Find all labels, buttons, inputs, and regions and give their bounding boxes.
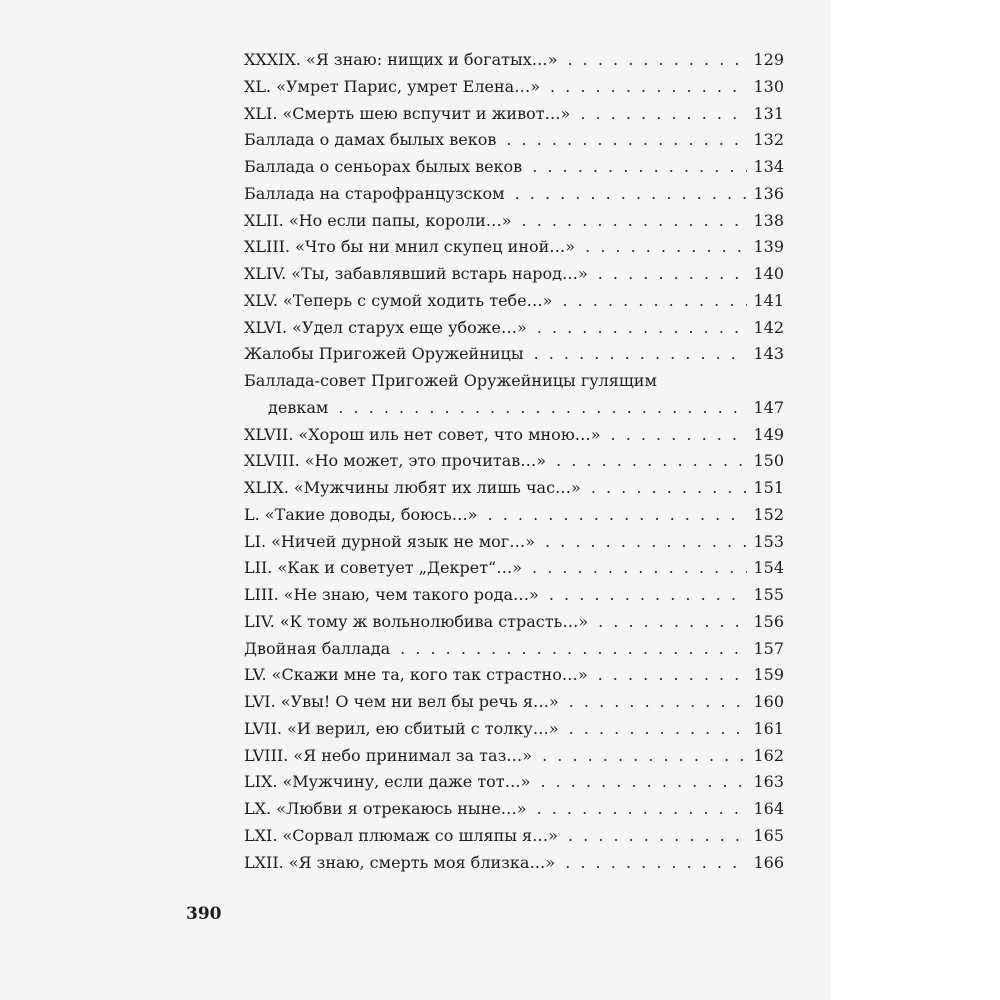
toc-entry-title: Баллада на старофранцузском: [244, 183, 505, 203]
table-of-contents: [244, 47, 784, 876]
toc-entry-page: 155: [753, 585, 784, 604]
toc-entry-page: 134: [753, 157, 784, 176]
toc-entry-page: 142: [753, 317, 784, 337]
toc-entry-page: 154: [753, 558, 784, 578]
toc-entry-page: 129: [753, 50, 784, 69]
toc-entry-page: 153: [753, 531, 784, 551]
toc-entry: [244, 315, 784, 342]
toc-entry: [244, 716, 784, 743]
dot-leader: [537, 315, 748, 342]
dot-leader: [591, 475, 748, 502]
toc-entry-page: 143: [753, 344, 784, 364]
toc-entry: [244, 743, 784, 770]
toc-entry-title: XLVIII. «Но может, это прочитав…»: [244, 451, 547, 471]
toc-entry: [244, 341, 784, 368]
toc-entry: [244, 609, 784, 636]
toc-entry: [244, 234, 784, 261]
toc-entry-title: LII. «Как и советует „Декрет“…»: [244, 558, 523, 578]
toc-entry-page: 164: [753, 799, 784, 818]
toc-entry-title: LVII. «И верил, ею сбитый с толку…»: [244, 718, 559, 738]
toc-entry-title: LVI. «Увы! О чем ни вел бы речь я…»: [244, 692, 559, 711]
toc-entry-page: 157: [753, 638, 784, 658]
page-margin: [830, 0, 1000, 1000]
dot-leader: [549, 582, 748, 609]
dot-leader: [565, 850, 747, 877]
toc-entry-title: XXXIX. «Я знаю: нищих и богатых…»: [244, 50, 558, 69]
dot-leader: [569, 689, 748, 716]
toc-entry-title: LV. «Скажи мне та, кого так страстно…»: [244, 665, 588, 685]
toc-entry-title: XLI. «Смерть шею вспучит и живот…»: [244, 103, 571, 123]
toc-entry-title: LX. «Любви я отрекаюсь ныне…»: [244, 799, 527, 818]
toc-entry-title: XLIV. «Ты, забавлявший встарь народ…»: [244, 264, 588, 283]
page-number: 390: [186, 904, 222, 924]
toc-entry: [244, 181, 784, 208]
dot-leader: [338, 395, 747, 422]
toc-entry-title: L. «Такие доводы, боюсь…»: [244, 504, 478, 524]
dot-leader: [550, 74, 747, 101]
toc-entry-title: LXI. «Сорвал плюмаж со шляпы я…»: [244, 825, 558, 845]
toc-entry: [244, 850, 784, 877]
toc-entry-title: XLVII. «Хорош иль нет совет, что мною…»: [244, 424, 601, 444]
dot-leader: [488, 502, 748, 529]
toc-entry-page: 139: [753, 237, 784, 257]
toc-entry-page: 165: [753, 825, 784, 845]
toc-entry-page: 163: [753, 772, 784, 792]
toc-entry-page: 150: [753, 451, 784, 471]
toc-entry-page: 152: [753, 504, 784, 524]
toc-entry-page: 160: [753, 692, 784, 711]
dot-leader: [537, 796, 748, 823]
dot-leader: [580, 101, 747, 128]
dot-leader: [598, 261, 748, 288]
toc-entry: [244, 769, 784, 796]
dot-leader: [515, 181, 748, 208]
dot-leader: [400, 636, 747, 663]
toc-entry: [244, 502, 784, 529]
toc-entry: [244, 422, 784, 449]
toc-entry: [244, 368, 784, 395]
toc-entry: [244, 796, 784, 823]
toc-entry-title: XLIX. «Мужчины любят их лишь час…»: [244, 478, 581, 497]
toc-entry: [244, 689, 784, 716]
dot-leader: [568, 47, 748, 74]
toc-entry-page: 159: [753, 665, 784, 685]
dot-leader: [540, 769, 747, 796]
toc-entry: [244, 448, 784, 475]
dot-leader: [611, 422, 748, 449]
toc-entry: [244, 662, 784, 689]
toc-entry-page: 156: [753, 611, 784, 631]
toc-entry: [244, 529, 784, 556]
toc-entry: [244, 101, 784, 128]
toc-entry-continuation: [244, 395, 784, 422]
toc-entry-page: 149: [753, 424, 784, 444]
toc-entry-page: 136: [753, 183, 784, 203]
toc-entry: [244, 127, 784, 154]
toc-entry-title: Баллада-совет Пригожей Оружейницы гулящим: [244, 371, 657, 390]
toc-entry: [244, 74, 784, 101]
toc-entry-page: 132: [753, 130, 784, 150]
toc-entry-title: LI. «Ничей дурной язык не мог…»: [244, 531, 535, 551]
toc-entry-page: 151: [753, 478, 784, 497]
toc-entry-page: 141: [753, 290, 784, 310]
toc-entry-title: Баллада о сеньорах былых веков: [244, 157, 523, 176]
dot-leader: [522, 208, 748, 235]
dot-leader: [532, 555, 747, 582]
toc-entry-page: 130: [753, 76, 784, 96]
toc-entry-title: Баллада о дамах былых веков: [244, 130, 497, 150]
dot-leader: [532, 154, 747, 181]
toc-entry: [244, 475, 784, 502]
dot-leader: [506, 127, 747, 154]
toc-entry-title: XL. «Умрет Парис, умрет Елена…»: [244, 76, 540, 96]
toc-entry-title: Жалобы Пригожей Оружейницы: [244, 344, 524, 364]
toc-entry: [244, 823, 784, 850]
toc-entry-title: XLVI. «Удел старух еще убоже…»: [244, 317, 527, 337]
toc-entry-page: 161: [753, 718, 784, 738]
toc-entry-title: Двойная баллада: [244, 638, 391, 658]
dot-leader: [569, 716, 748, 743]
toc-entry: [244, 208, 784, 235]
dot-leader: [534, 341, 748, 368]
toc-entry-page: 138: [753, 210, 784, 230]
dot-leader: [568, 823, 748, 850]
toc-entry-title: XLIII. «Что бы ни мнил скупец иной…»: [244, 237, 576, 257]
dot-leader: [585, 234, 747, 261]
toc-entry-title: LIII. «Не знаю, чем такого рода…»: [244, 585, 539, 604]
toc-entry-title-continuation: девкам: [268, 397, 329, 417]
dot-leader: [562, 288, 747, 315]
toc-entry-page: 131: [753, 103, 784, 123]
dot-leader: [545, 529, 747, 556]
dot-leader: [542, 743, 747, 770]
toc-entry: [244, 582, 784, 609]
toc-entry-page: 166: [753, 852, 784, 872]
toc-entry-page: 140: [753, 264, 784, 283]
toc-entry-title: LVIII. «Я небо принимал за таз…»: [244, 745, 533, 765]
dot-leader: [598, 609, 747, 636]
dot-leader: [556, 448, 747, 475]
toc-entry-page: 147: [753, 397, 784, 417]
toc-entry: [244, 555, 784, 582]
toc-entry-title: XLV. «Теперь с сумой ходить тебе…»: [244, 290, 553, 310]
toc-entry: [244, 261, 784, 288]
toc-entry-title: LXII. «Я знаю, смерть моя близка…»: [244, 852, 556, 872]
toc-entry: [244, 636, 784, 663]
toc-entry-title: LIV. «К тому ж вольнолюбива страсть…»: [244, 611, 589, 631]
toc-entry-title: XLII. «Но если папы, короли…»: [244, 210, 512, 230]
toc-entry: [244, 288, 784, 315]
toc-entry: [244, 154, 784, 181]
toc-entry: [244, 47, 784, 74]
toc-entry-page: 162: [753, 745, 784, 765]
toc-entry-title: LIX. «Мужчину, если даже тот…»: [244, 772, 531, 792]
dot-leader: [598, 662, 748, 689]
